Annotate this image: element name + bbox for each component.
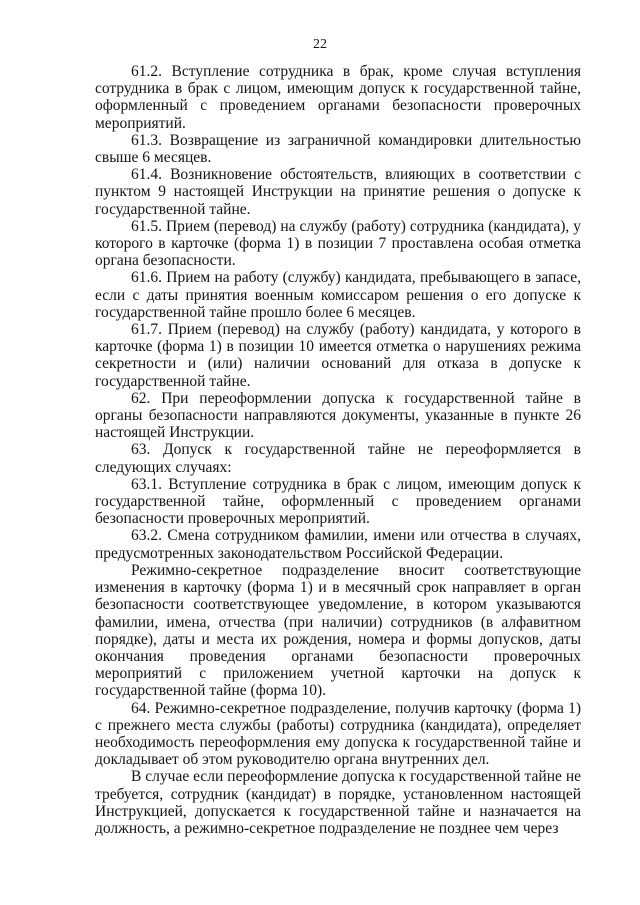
paragraph-61-2: 61.2. Вступление сотрудника в брак, кроме случая вступления сотрудника в брак с лицом, имеющим допуск к государственной тайне, оформленный с проведением органами безопасности проверочных мероприятий. bbox=[95, 63, 581, 132]
paragraph-63-2-notice: Режимно-секретное подразделение вносит соответствующие изменения в карточку (форма 1) и в месячный срок направляет в орган безопасности соответствующее уведомление, в котором указываются фамилии, имена, отчества (при наличии) сотрудников (в алфавитном порядке), даты и места их рождения, номера и формы допусков, даты окончания проведения органами безопасности проверочных мероприятий с приложением учетной карточки на допуск к государственной тайне (форма 10). bbox=[95, 561, 581, 700]
paragraph-63-2: 63.2. Смена сотрудником фамилии, имени или отчества в случаях, предусмотренных законодательством Российской Федерации. bbox=[95, 527, 581, 562]
paragraph-63-1: 63.1. Вступление сотрудника в брак с лицом, имеющим допуск к государственной тайне, оформленный с проведением органами безопасности проверочных мероприятий. bbox=[95, 475, 581, 528]
page-number: 22 bbox=[313, 37, 327, 52]
paragraph-61-6: 61.6. Прием на работу (службу) кандидата, пребывающего в запасе, если с даты принятия военным комиссаром решения о его допуске к государственной тайне прошло более 6 месяцев. bbox=[95, 269, 581, 321]
paragraph-63: 63. Допуск к государственной тайне не переоформляется в следующих случаях: bbox=[95, 441, 581, 476]
paragraph-64-continuation: В случае если переоформление допуска к государственной тайне не требуется, сотрудник (кандидат) в порядке, установленном настоящей Инструкцией, допускается к государственной тайне и назначается на должность, а режимно-секретное подразделение не позднее чем через bbox=[95, 768, 581, 837]
paragraph-64: 64. Режимно-секретное подразделение, получив карточку (форма 1) с прежнего места службы (работы) сотрудника (кандидата), определяет необходимость переоформления ему допуска к государственной тайне и докладывает об этом руководителю органа внутренних дел. bbox=[95, 699, 581, 769]
paragraph-61-3: 61.3. Возвращение из заграничной командировки длительностью свыше 6 месяцев. bbox=[95, 131, 581, 167]
paragraph-61-7: 61.7. Прием (перевод) на службу (работу) кандидата, у которого в карточке (форма 1) в позиции 10 имеется отметка о нарушениях режима секретности и (или) наличии оснований для отказа в допуске к государственной тайне. bbox=[95, 321, 581, 390]
paragraph-61-5: 61.5. Прием (перевод) на службу (работу) сотрудника (кандидата), у которого в карточке (форма 1) в позиции 7 проставлена особая отметка органа безопасности. bbox=[95, 217, 581, 270]
paragraph-61-4: 61.4. Возникновение обстоятельств, влияющих в соответствии с пунктом 9 настоящей Инструкции на принятие решения о допуске к государственной тайне. bbox=[95, 166, 581, 218]
paragraph-62: 62. При переоформлении допуска к государственной тайне в органы безопасности направляются документы, указанные в пункте 26 настоящей Инструкции. bbox=[95, 389, 581, 442]
document-body bbox=[95, 63, 581, 837]
